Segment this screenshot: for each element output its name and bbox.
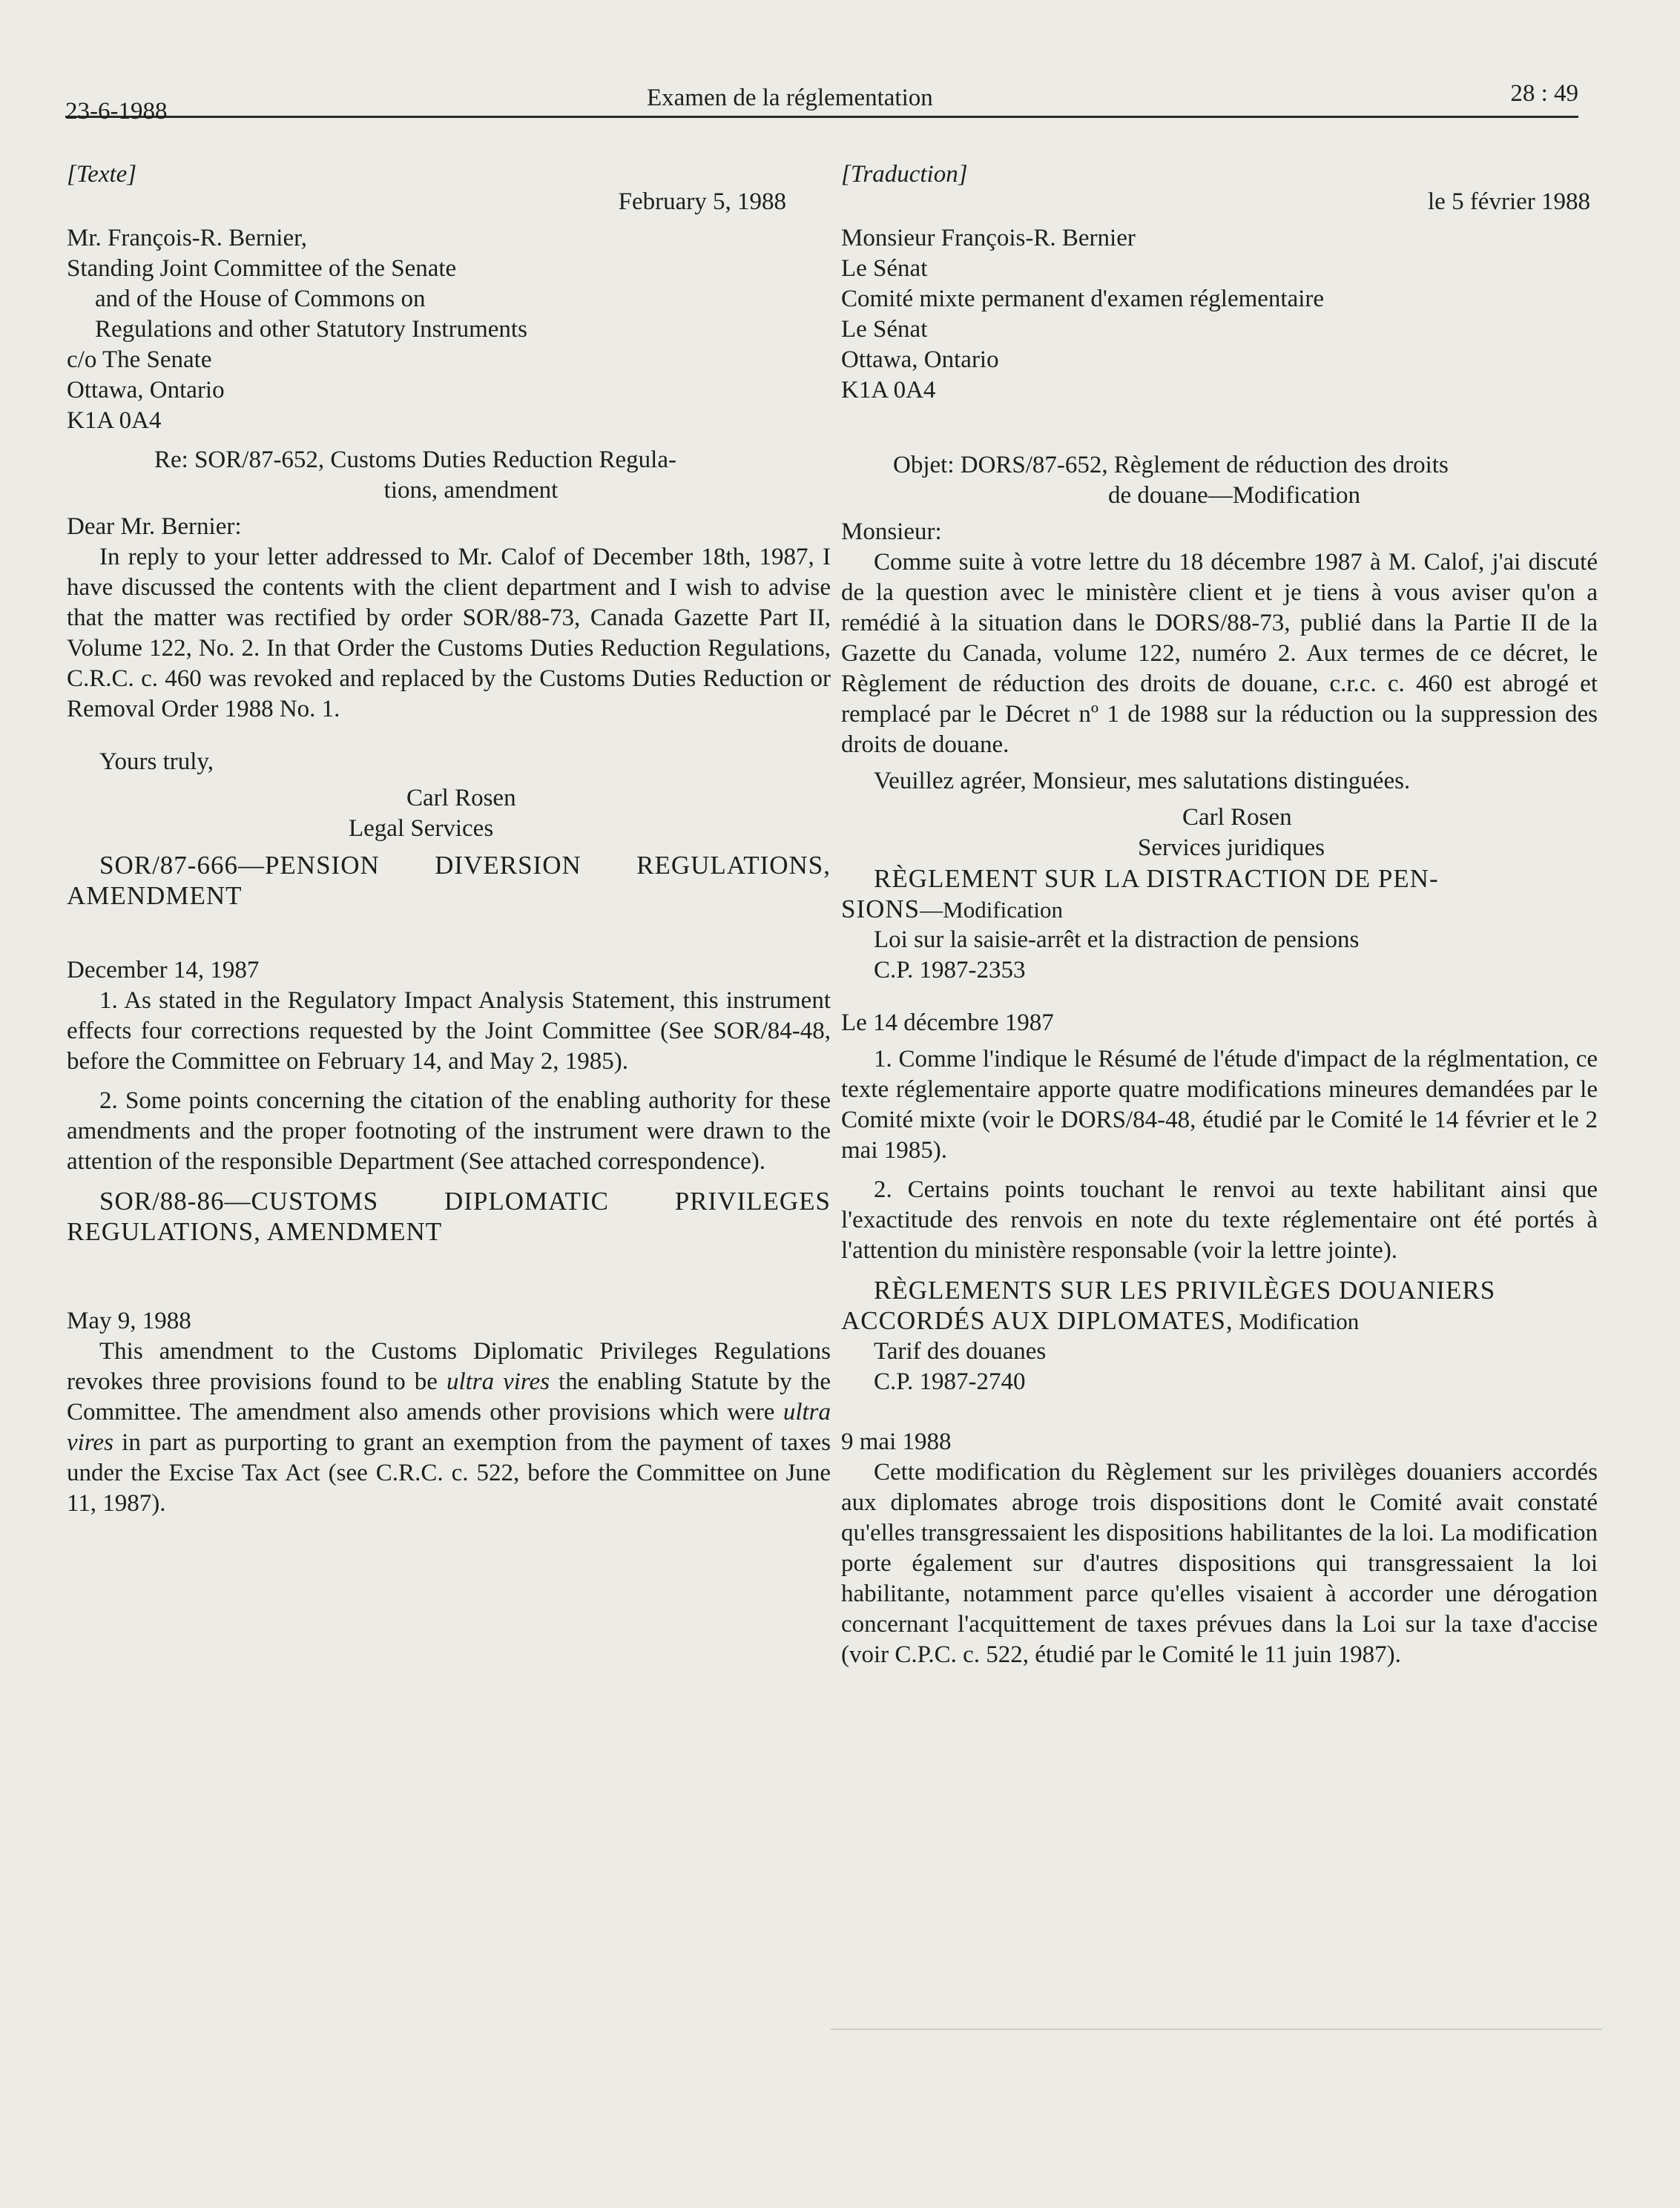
text-tag: [Texte] bbox=[67, 161, 137, 188]
french-column bbox=[841, 159, 1598, 1670]
note-paragraph: 2. Certains points touchant le renvoi au texte habilitant ainsi que l'exactitude des renvois en note du texte réglementaire ont été portés à l'attention du ministère responsable (voir la lettre jointe). bbox=[841, 1176, 1598, 1264]
note-date: Le 14 décembre 1987 bbox=[841, 1009, 1054, 1036]
address-line: c/o The Senate bbox=[67, 346, 212, 373]
header-title: Examen de la réglementation bbox=[647, 85, 933, 111]
note-paragraph: 1. As stated in the Regulatory Impact Analysis Statement, this instrument effects four corrections requested by the Joint Committee (See SOR/84-48, before the Committee on February 14, and May 2, 1985). bbox=[67, 987, 831, 1075]
signer-title: Legal Services bbox=[349, 815, 494, 842]
note-paragraph: 1. Comme l'indique le Résumé de l'étude d'impact de la réglmentation, ce texte réglementaire apporte quatre modifications mineures demandées par le Comité mixte (voir le DORS/84-48, étudié par le Comité le 14 février et le 2 mai 1985). bbox=[841, 1046, 1598, 1164]
address-line: Mr. François-R. Bernier, bbox=[67, 225, 308, 251]
letter-body: Comme suite à votre lettre du 18 décembre 1987 à M. Calof, j'ai discuté de la question avec le ministère client et je tiens à vous aviser qu'on a remédié à la situation dans le DORS/88-73, publié dans la Partie II de la Gazette du Canada, volume 122, numéro 2. Aux termes de ce décret, le Règlement de réduction des droits de douane, c.r.c. c. 460 est abrogé et remplacé par le Décret nº 1 de 1988 sur la réduction ou la suppression des droits de douane. bbox=[841, 549, 1598, 758]
signer-name: Carl Rosen bbox=[406, 785, 516, 811]
letter-date: February 5, 1988 bbox=[618, 188, 786, 215]
section-heading: RÈGLEMENTS SUR LES PRIVILÈGES DOUANIERS bbox=[874, 1276, 1496, 1305]
address-line: K1A 0A4 bbox=[841, 377, 936, 403]
note-date: 9 mai 1988 bbox=[841, 1428, 952, 1455]
address-line: K1A 0A4 bbox=[67, 407, 162, 434]
letter-date: le 5 février 1988 bbox=[1428, 188, 1590, 215]
address-block bbox=[841, 223, 1598, 406]
running-header bbox=[65, 80, 1578, 125]
address-line: Monsieur François-R. Bernier bbox=[841, 225, 1136, 251]
address-line: Ottawa, Ontario bbox=[841, 346, 999, 373]
header-page-number: 28 : 49 bbox=[1510, 80, 1578, 107]
re-line: Re: SOR/87-652, Customs Duties Reduction Regula- bbox=[154, 446, 676, 473]
re-line: de douane—Modification bbox=[1108, 482, 1360, 509]
section-heading: SIONS—Modification bbox=[841, 894, 1063, 923]
order-in-council: C.P. 1987-2740 bbox=[874, 1368, 1026, 1395]
section-heading: ACCORDÉS AUX DIPLOMATES, Modification bbox=[841, 1306, 1360, 1335]
note-paragraph: Cette modification du Règlement sur les privilèges douaniers accordés aux diplomates abroge trois dispositions dont le Comité avait constaté qu'elles transgressaient les dispositions habilitantes de la loi. La modification porte également sur d'autres dispositions qui transgressaient la loi habilitante, notamment parce qu'elles visaient à accorder une dérogation concernant l'acquittement de taxes prévues dans la Loi sur la taxe d'accise (voir C.P.C. c. 522, étudié par le Comité le 11 juin 1987). bbox=[841, 1459, 1598, 1668]
translation-tag: [Traduction] bbox=[841, 161, 968, 188]
enabling-act: Tarif des douanes bbox=[874, 1338, 1047, 1365]
enabling-act: Loi sur la saisie-arrêt et la distraction de pensions bbox=[874, 926, 1360, 953]
re-line: Objet: DORS/87-652, Règlement de réduction des droits bbox=[893, 452, 1449, 478]
address-block bbox=[67, 223, 831, 436]
section-heading: RÈGLEMENT SUR LA DISTRACTION DE PEN- bbox=[874, 864, 1439, 893]
note-date: May 9, 1988 bbox=[67, 1308, 191, 1334]
section-heading: SOR/88-86—CUSTOMS DIPLOMATIC PRIVILEGES REGULATIONS, AMENDMENT bbox=[67, 1187, 831, 1246]
address-line: Comité mixte permanent d'examen réglementaire bbox=[841, 286, 1325, 312]
salutation: Dear Mr. Bernier: bbox=[67, 513, 242, 540]
re-line: tions, amendment bbox=[383, 477, 559, 504]
closing: Yours truly, bbox=[99, 748, 214, 775]
address-line: Standing Joint Committee of the Senate bbox=[67, 255, 457, 282]
signer-title: Services juridiques bbox=[1138, 834, 1325, 861]
address-line: Ottawa, Ontario bbox=[67, 377, 225, 403]
letter-body: In reply to your letter addressed to Mr. Calof of December 18th, 1987, I have discussed the contents with the client department and I wish to advise that the matter was rectified by order SOR/88-73, Canada Gazette Part II, Volume 122, No. 2. In that Order the Customs Duties Reduction Regulations, C.R.C. c. 460 was revoked and replaced by the Customs Duties Reduction or Removal Order 1988 No. 1. bbox=[67, 544, 831, 722]
address-line: Le Sénat bbox=[841, 255, 928, 282]
address-line: Regulations and other Statutory Instruments bbox=[95, 316, 527, 343]
header-date: 23-6-1988 bbox=[65, 98, 168, 125]
note-paragraph: This amendment to the Customs Diplomatic Privileges Regulations revokes three provisions found to be ultra vires the enabling Statute by the Committee. The amendment also amends other provisions which were ultra vires in part as purporting to grant an exemption from the payment of taxes under the Excise Tax Act (see C.R.C. c. 522, before the Committee on June 11, 1987). bbox=[67, 1338, 831, 1517]
closing: Veuillez agréer, Monsieur, mes salutations distinguées. bbox=[874, 768, 1411, 794]
address-line: Le Sénat bbox=[841, 316, 928, 343]
salutation: Monsieur: bbox=[841, 518, 942, 545]
address-line: and of the House of Commons on bbox=[95, 286, 426, 312]
signer-name: Carl Rosen bbox=[1182, 804, 1292, 831]
order-in-council: C.P. 1987-2353 bbox=[874, 957, 1026, 983]
divider bbox=[831, 2029, 1602, 2030]
section-heading: SOR/87-666—PENSION DIVERSION REGULATIONS, AMENDMENT bbox=[67, 851, 831, 910]
note-paragraph: 2. Some points concerning the citation of the enabling authority for these amendments and the proper footnoting of the instrument were drawn to the attention of the responsible Department (See attached correspondence). bbox=[67, 1087, 831, 1175]
english-column bbox=[67, 159, 831, 1519]
note-date: December 14, 1987 bbox=[67, 957, 260, 983]
